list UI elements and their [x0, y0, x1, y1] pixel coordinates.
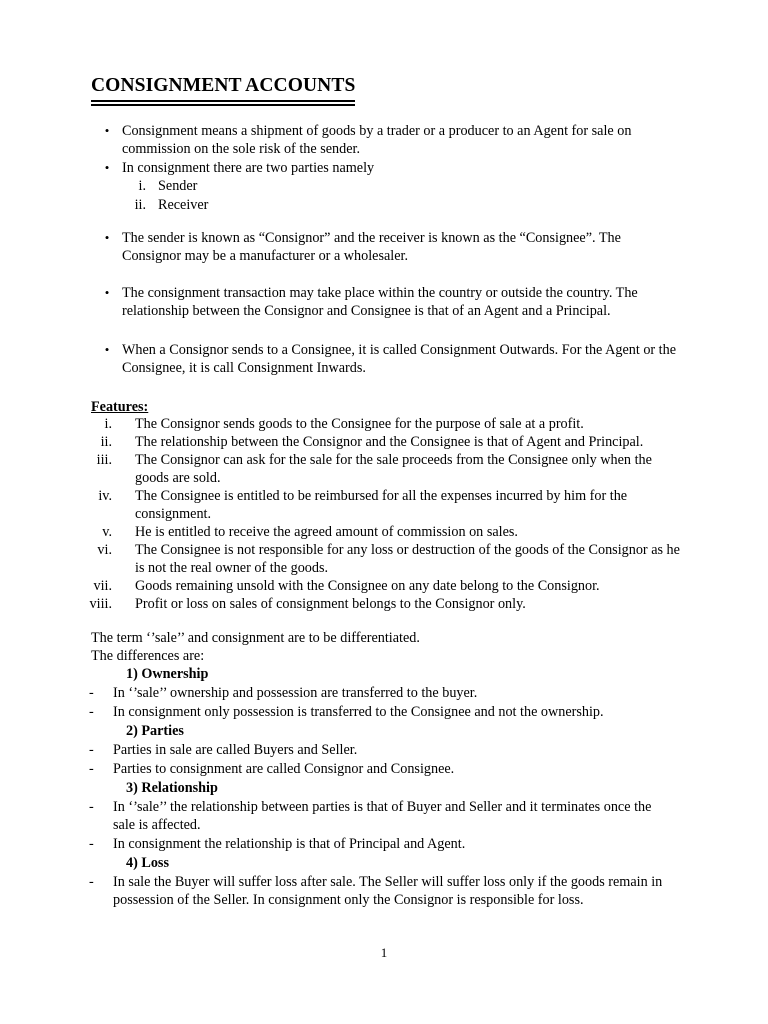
- dash-icon: -: [89, 742, 94, 758]
- list-text: In sale the Buyer will suffer loss after sale. The Seller will suffer loss only if the goods remain in possession of the Seller. In consignment only the Consignor is responsible for loss.: [113, 874, 663, 908]
- list-item: [91, 760, 691, 778]
- list-text: In ‘’sale’’ the relationship between parties is that of Buyer and Seller and it terminates once the sale is affected.: [113, 799, 652, 833]
- features-heading: Features:: [91, 399, 149, 415]
- dash-icon: -: [89, 874, 94, 890]
- list-number: i.: [104, 416, 112, 432]
- list-text: The relationship between the Consignor and the Consignee is that of Agent and Principal.: [135, 434, 644, 450]
- bullet-item: [104, 122, 677, 158]
- bullet-text: When a Consignor sends to a Consignee, it is called Consignment Outwards. For the Agent or the Consignee, it is call Consignment Inwards.: [122, 342, 677, 376]
- dash-icon: -: [89, 761, 94, 777]
- bullet-item: [104, 159, 677, 215]
- list-item: [0, 433, 768, 451]
- list-text: Parties in sale are called Buyers and Seller.: [113, 742, 358, 758]
- list-text: The Consignee is entitled to be reimbursed for all the expenses incurred by him for the consignment.: [135, 488, 628, 522]
- paragraph: The term ‘’sale’’ and consignment are to be differentiated.: [91, 630, 420, 646]
- list-text: Receiver: [158, 197, 209, 213]
- list-number: vii.: [93, 578, 112, 594]
- list-item: [0, 577, 768, 595]
- bullet-icon: •: [104, 123, 110, 138]
- dash-icon: -: [89, 704, 94, 720]
- list-item: [0, 451, 768, 487]
- list-item: [91, 703, 691, 721]
- bullet-item: [104, 341, 677, 377]
- list-text: In ‘’sale’’ ownership and possession are transferred to the buyer.: [113, 685, 478, 701]
- list-number: vi.: [97, 542, 112, 558]
- list-item: [91, 835, 691, 853]
- dash-icon: -: [89, 799, 94, 815]
- bullet-item: [104, 229, 677, 265]
- parties-list: [122, 177, 677, 215]
- section-heading-relationship: 3) Relationship: [126, 780, 218, 796]
- list-text: The Consignee is not responsible for any loss or destruction of the goods of the Consignor as he is not the real owner of the goods.: [135, 542, 680, 576]
- page-title: CONSIGNMENT ACCOUNTS: [91, 74, 355, 102]
- list-item: [91, 741, 691, 759]
- list-number: viii.: [89, 596, 112, 612]
- list-item: [0, 541, 768, 577]
- list-item: [91, 798, 691, 834]
- list-text: The Consignor can ask for the sale for the sale proceeds from the Consignee only when the goods are sold.: [135, 452, 652, 486]
- list-item: [0, 487, 768, 523]
- list-item: [0, 523, 768, 541]
- list-text: Profit or loss on sales of consignment belongs to the Consignor only.: [135, 596, 526, 612]
- bullet-icon: •: [104, 342, 110, 357]
- list-text: In consignment only possession is transferred to the Consignee and not the ownership.: [113, 704, 604, 720]
- list-number: iii.: [96, 452, 112, 468]
- list-text: He is entitled to receive the agreed amount of commission on sales.: [135, 524, 518, 540]
- differences-section: [91, 629, 691, 910]
- paragraph: The differences are:: [91, 648, 205, 664]
- bullet-item: [104, 284, 677, 320]
- list-number: ii.: [134, 197, 146, 213]
- page-number: 1: [380, 945, 388, 960]
- bullet-icon: •: [104, 230, 110, 245]
- list-item: [0, 595, 768, 613]
- section-heading-loss: 4) Loss: [126, 855, 169, 871]
- list-item: [91, 873, 691, 909]
- bullet-text: The consignment transaction may take place within the country or outside the country. The relationship between the Consignor and Consignee is that of an Agent and a Principal.: [122, 285, 638, 319]
- list-text: The Consignor sends goods to the Consignee for the purpose of sale at a profit.: [135, 416, 584, 432]
- list-number: v.: [102, 524, 112, 540]
- list-number: iv.: [98, 488, 112, 504]
- list-text: Goods remaining unsold with the Consignee on any date belong to the Consignor.: [135, 578, 600, 594]
- bullet-text: The sender is known as “Consignor” and the receiver is known as the “Consignee”. The Consignor may be a manufacturer or a wholesaler.: [122, 230, 621, 264]
- list-text: Sender: [158, 178, 198, 194]
- list-number: ii.: [100, 434, 112, 450]
- list-item: [0, 415, 768, 433]
- bullet-text: Consignment means a shipment of goods by a trader or a producer to an Agent for sale on commission on the sole risk of the sender.: [122, 123, 632, 157]
- list-item: [122, 177, 677, 196]
- list-text: Parties to consignment are called Consignor and Consignee.: [113, 761, 455, 777]
- list-item: [91, 684, 691, 702]
- section-heading-ownership: 1) Ownership: [126, 666, 209, 682]
- list-text: In consignment the relationship is that of Principal and Agent.: [113, 836, 466, 852]
- bullet-text: In consignment there are two parties namely: [122, 160, 375, 176]
- bullet-icon: •: [104, 160, 110, 175]
- features-list: [0, 415, 768, 613]
- intro-bullet-list: [0, 122, 768, 377]
- section-heading-parties: 2) Parties: [126, 723, 184, 739]
- dash-icon: -: [89, 685, 94, 701]
- list-item: [122, 196, 677, 215]
- bullet-icon: •: [104, 285, 110, 300]
- list-number: i.: [138, 178, 146, 194]
- dash-icon: -: [89, 836, 94, 852]
